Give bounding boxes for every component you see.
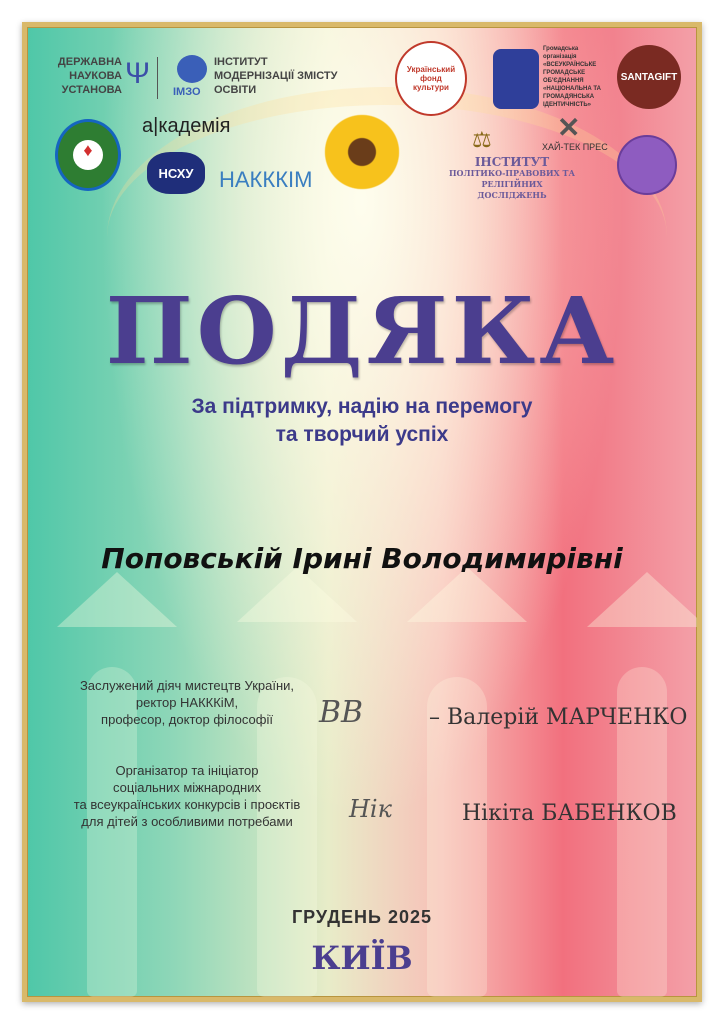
logo-text: ГРОМАДЯНСЬКА — [543, 94, 595, 100]
logo-text: НАУКОВА — [69, 70, 122, 82]
logo-text: «ВСЕУКРАЇНСЬКЕ ГРОМАДСЬКЕ ОБ'ЄДНАННЯ — [543, 62, 597, 84]
hitech-icon: ✕ — [557, 112, 581, 143]
signature: ВВ — [319, 695, 364, 730]
role-line: для дітей з особливими потребами — [81, 814, 293, 829]
nakkkim-logo: НАКККІМ — [219, 167, 313, 192]
role-line: Заслужений діяч мистецтв України, — [79, 678, 295, 693]
role-line: соціальних міжнародних — [113, 780, 261, 795]
kite-silhouette — [237, 567, 357, 622]
logo-text: Громадська організація — [543, 46, 579, 60]
logo-text: УСТАНОВА — [61, 84, 122, 96]
subtitle-line: та творчий успіх — [275, 423, 449, 446]
signer-name: – Валерій МАРЧЕНКО — [429, 705, 688, 730]
logo-text: МОДЕРНІЗАЦІЇ ЗМІСТУ — [214, 70, 338, 82]
hitech-logo: ХАЙ-ТЕК ПРЕС — [542, 142, 608, 152]
recipient-name: Поповській Ірині Володимирівні — [101, 542, 623, 575]
logo-text: ДОСЛІДЖЕНЬ — [477, 190, 547, 200]
page-title: ПОДЯКА — [105, 277, 619, 385]
logo-text: ІНСТИТУТ — [214, 56, 268, 68]
state-institution-logo — [47, 55, 122, 97]
culture-fund-logo: Український фонд культури — [395, 41, 467, 116]
identity-logo-icon — [493, 49, 539, 109]
azerbaijan-emblem: ♦ — [55, 119, 121, 191]
certificate — [22, 22, 702, 1002]
logo-text: ОСВІТИ — [214, 84, 257, 96]
institute-logo — [427, 157, 597, 201]
signer-role — [57, 762, 317, 830]
logo-text: ІНСТИТУТ — [474, 155, 550, 169]
logo-text: ПОЛІТИКО-ПРАВОВИХ ТА РЕЛІГІЙНИХ — [448, 168, 575, 189]
signature: Нік — [349, 795, 392, 823]
divider — [157, 57, 158, 99]
akademia-logo: а|кадемія — [142, 115, 231, 137]
trident-icon: Ψ — [125, 57, 151, 90]
signer-role — [57, 677, 317, 728]
identity-org-logo — [543, 45, 613, 109]
role-line: та всеукраїнських конкурсів і проєктів — [73, 797, 301, 812]
role-line: професор, доктор філософії — [101, 712, 273, 727]
role-line: Організатор та ініціатор — [115, 763, 259, 778]
santagift-logo: SANTAGIFT — [617, 45, 681, 109]
imzo-abbr: ІМЗО — [173, 86, 201, 98]
subtitle-line: За підтримку, надію на перемогу — [191, 395, 533, 418]
logo-text: «НАЦІОНАЛЬНА ТА — [543, 86, 601, 92]
nsxu-logo: НСХУ — [147, 152, 205, 194]
imzo-logo — [214, 55, 337, 97]
logo-text: ІДЕНТИЧНІСТЬ» — [543, 102, 591, 108]
city: КИЇВ — [311, 939, 413, 977]
globe-icon — [177, 55, 207, 83]
signer-name: Нікіта БАБЕНКОВ — [462, 801, 677, 826]
date: ГРУДЕНЬ 2025 — [291, 907, 433, 927]
column-icon: ⚖ — [472, 127, 492, 152]
kite-silhouette — [407, 567, 527, 622]
role-line: ректор НАКККіМ, — [135, 695, 239, 710]
portrait-emblem — [617, 135, 677, 195]
kite-silhouette — [587, 572, 702, 627]
kite-silhouette — [57, 572, 177, 627]
logo-text: ДЕРЖАВНА — [57, 56, 122, 68]
sunflower-logo — [319, 109, 405, 195]
